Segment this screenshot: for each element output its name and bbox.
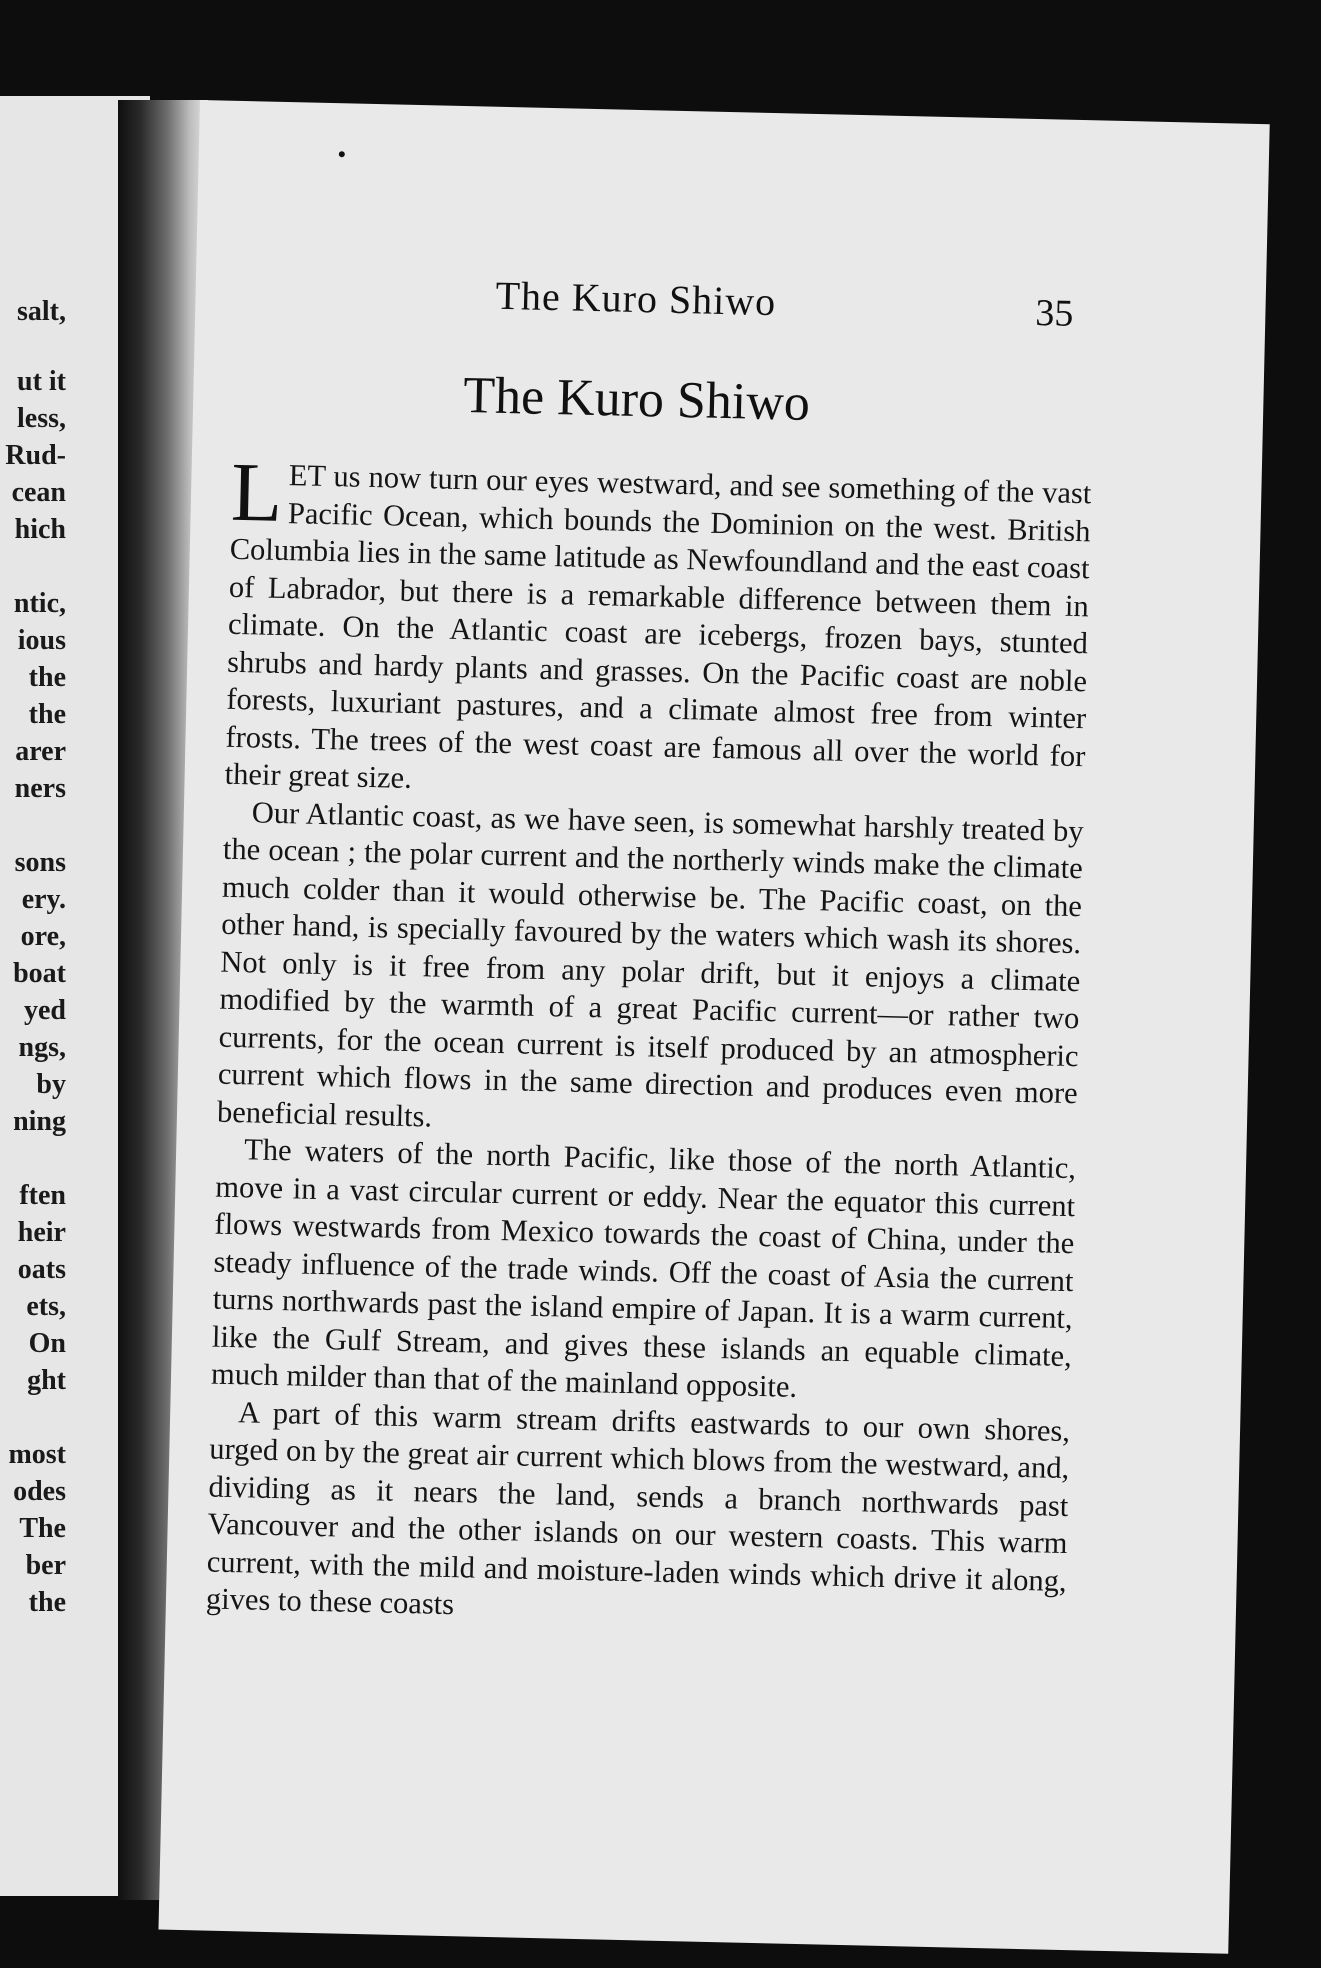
left-page-line: sons <box>14 847 66 878</box>
left-page-line: ngs, <box>18 1032 66 1063</box>
left-page-line: cean <box>11 477 66 508</box>
paragraph <box>224 445 1092 813</box>
left-page-line: by <box>36 1069 66 1100</box>
left-page-line: arer <box>15 736 66 767</box>
left-page-line: The <box>19 1513 66 1544</box>
left-page-line: ners <box>14 773 66 804</box>
left-page-line: hich <box>14 514 66 545</box>
left-page-line: less, <box>17 403 66 434</box>
left-page-line: the <box>28 1587 66 1618</box>
left-page-line: ious <box>17 625 66 656</box>
left-page-line: the <box>28 662 66 693</box>
left-page-line: ery. <box>21 884 66 915</box>
paragraph: The waters of the north Pacific, like those of the north Atlantic, move in a vast circular current or eddy. Near the equator this current flows westwards from Mexico towards the coast of China, under the steady influence of the trade winds. Off the coast of Asia the current turns northwards past the island empire of Japan. It is a warm current, like the Gulf Stream, and gives these islands an equable climate, much milder than that of the mainland opposite. <box>210 1132 1077 1404</box>
page-number: 35 <box>1034 292 1074 335</box>
left-page-line: ut it <box>17 366 66 397</box>
paragraph-text: ET us now turn our eyes westward, and see something of the vast Pacific Ocean, which bounds the Dominion on the west. British Columbia lies in the same latitude as Newfoundland and the east coast of Labrador, but there is a remarkable difference between them in climate. On the Atlantic coast are icebergs, frozen bays, stunted shrubs and hardy plants and grasses. On the Pacific coast are noble forests, luxuriant pastures, and a climate almost free from winter frosts. The trees of the west coast are famous all over the world for their great size. <box>224 458 1092 795</box>
left-page-line: ber <box>25 1550 66 1581</box>
left-page-line: On <box>28 1328 66 1359</box>
left-page-line: the <box>28 699 66 730</box>
left-page-line: most <box>8 1439 66 1470</box>
left-page-line: salt, <box>17 296 66 327</box>
paragraph: A part of this warm stream drifts eastwards to our own shores, urged on by the great air current which blows from the westward, and, dividing as it nears the land, sends a branch northwards past Vancouver and the other islands on our western coasts. This warm current, with the mild and moisture-laden winds which drive it along, gives to these coasts <box>205 1394 1071 1622</box>
left-page-line: Rud- <box>5 440 66 471</box>
left-page-line: boat <box>13 958 66 989</box>
body-text <box>205 445 1092 1638</box>
paragraph: Our Atlantic coast, as we have seen, is somewhat harshly treated by the ocean ; the polar current and the northerly winds make the climate much colder than it would otherwise be. The Pacific coast, on the other hand, is specially favoured by the waters which wash its shores. Not only is it free from any polar drift, but it enjoys a climate modified by the warmth of a great Pacific current—or rather two currents, for the ocean current is itself produced by an atmospheric current which flows in the same direction and produces even more beneficial results. <box>216 794 1085 1134</box>
left-page-line: ets, <box>26 1291 66 1322</box>
left-page-line: ften <box>19 1180 66 1211</box>
left-page-line: ntic, <box>13 588 66 619</box>
left-page-line: ning <box>13 1106 66 1137</box>
left-page-line: yed <box>24 995 66 1026</box>
left-page-line: ore, <box>20 921 66 952</box>
left-page-line: oats <box>17 1254 66 1285</box>
dust-speck <box>339 151 345 157</box>
left-page-line: heir <box>17 1217 66 1248</box>
chapter-title: The Kuro Shiwo <box>462 367 811 432</box>
left-page-line: odes <box>13 1476 66 1507</box>
drop-cap: L <box>230 445 284 540</box>
book-page <box>158 100 1269 1954</box>
running-head: The Kuro Shiwo <box>495 272 777 325</box>
left-page-line: ght <box>27 1365 66 1396</box>
